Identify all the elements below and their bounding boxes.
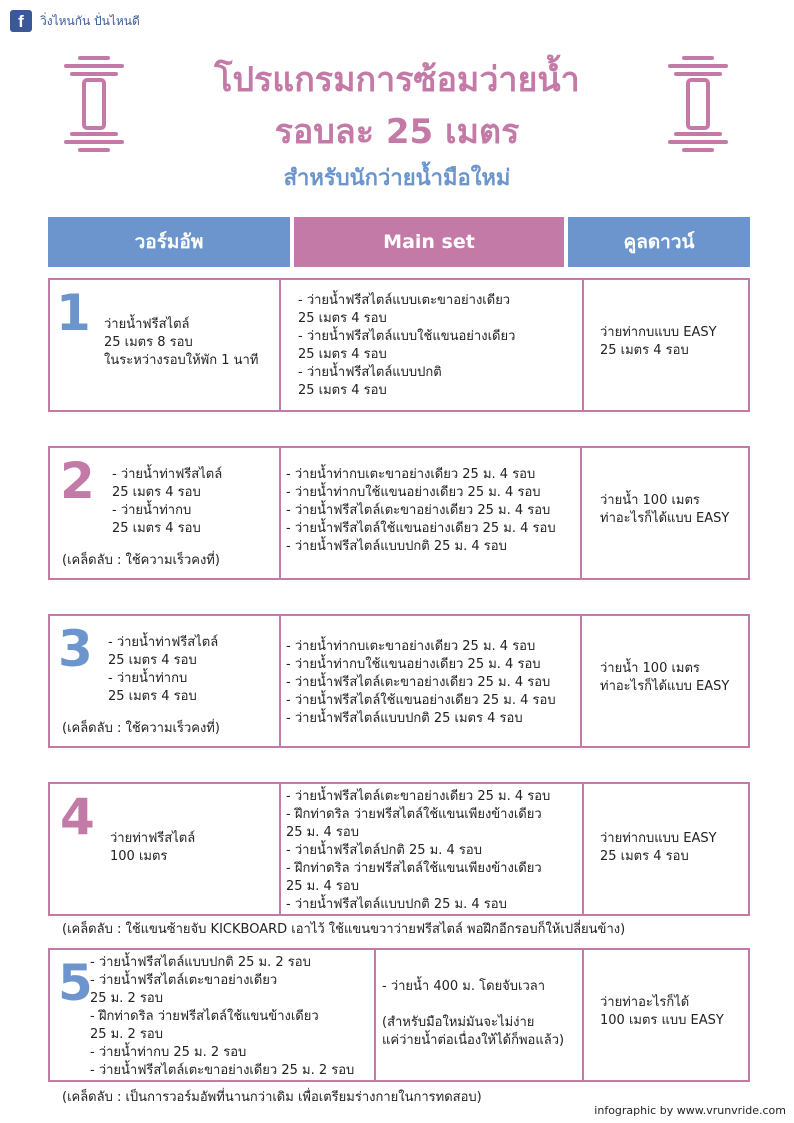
page-subtitle: สำหรับนักว่ายน้ำมือใหม่ — [283, 166, 511, 191]
column-divider — [279, 446, 281, 580]
column-divider — [580, 446, 582, 580]
facebook-icon[interactable]: f — [10, 10, 32, 32]
session-5-main: - ว่ายน้ำ 400 ม. โดยจับเวลา (สำหรับมือใหม่มันจะไม่ง่าย แค่ว่ายน้ำต่อเนื่องให้ได้ก็พอแล้ว) — [382, 979, 565, 1048]
session-number-5: 5 — [58, 954, 93, 1012]
session-2-main: - ว่ายน้ำท่ากบเตะขาอย่างเดียว 25 ม. 4 รอบ - ว่ายน้ำท่ากบใช้แขนอย่างเดียว 25 ม. 4 รอบ - ว่ายน้ำฟรีสไตล์เตะขาอย่างเดียว 25 ม. 4 รอบ - ว่ายน้ำฟรีสไตล์ใช้แขนอย่างเดียว 25 ม. 4 รอบ - ว่ายน้ำฟรีสไตล์แบบปกติ 25 ม. 4 รอบ — [286, 467, 556, 554]
session-3-main: - ว่ายน้ำท่ากบเตะขาอย่างเดียว 25 ม. 4 รอบ - ว่ายน้ำท่ากบใช้แขนอย่างเดียว 25 ม. 4 รอบ - ว่ายน้ำฟรีสไตล์เตะขาอย่างเดียว 25 ม. 4 รอบ - ว่ายน้ำฟรีสไตล์ใช้แขนอย่างเดียว 25 ม. 4 รอบ - ว่ายน้ำฟรีสไตล์แบบปกติ 25 เมตร 4 รอบ — [286, 639, 556, 726]
column-divider — [279, 614, 281, 748]
column-divider — [582, 278, 584, 412]
session-5-warmup: - ว่ายน้ำฟรีสไตล์แบบปกติ 25 ม. 2 รอบ - ว่ายน้ำฟรีสไตล์เตะขาอย่างเดียว 25 ม. 2 รอบ - ฝึกท่าดริล ว่ายฟรีสไตล์ใช้แขนข้างเดียว 25 ม. 2 รอบ - ว่ายน้ำท่ากบ 25 ม. 2 รอบ - ว่ายน้ำฟรีสไตล์เตะขาอย่างเดียว 25 ม. 2 รอบ — [90, 955, 355, 1078]
session-5-tip: (เคล็ดลับ : เป็นการวอร์มอัพที่นานกว่าเดิม เพื่อเตรียมร่างกายในการทดสอบ) — [62, 1090, 482, 1105]
session-number-4: 4 — [60, 788, 95, 846]
page-name[interactable]: วิ่งไหนกัน ปั่นไหนดี — [40, 14, 140, 28]
header-main-set: Main set — [294, 217, 564, 267]
column-divider — [582, 782, 584, 916]
session-number-2: 2 — [60, 452, 95, 510]
column-divider — [279, 278, 281, 412]
session-2-warmup-tip: (เคล็ดลับ : ใช้ความเร็วคงที่) — [62, 553, 220, 568]
column-divider — [374, 948, 376, 1082]
session-number-3: 3 — [58, 620, 93, 678]
session-3-warmup-tip: (เคล็ดลับ : ใช้ความเร็วคงที่) — [62, 721, 220, 736]
column-divider — [279, 782, 281, 916]
session-4-warmup: ว่ายท่าฟรีสไตล์ 100 เมตร — [110, 831, 196, 864]
session-3-cooldown: ว่ายน้ำ 100 เมตร ท่าอะไรก็ได้แบบ EASY — [600, 661, 730, 694]
session-4-main: - ว่ายน้ำฟรีสไตล์เตะขาอย่างเดียว 25 ม. 4 รอบ - ฝึกท่าดริล ว่ายฟรีสไตล์ใช้แขนเพียงข้างเดียว 25 ม. 4 รอบ - ว่ายน้ำฟรีสไตล์ปกติ 25 ม. 4 รอบ - ฝึกท่าดริล ว่ายฟรีสไตล์ใช้แขนเพียงข้างเดียว 25 ม. 4 รอบ - ว่ายน้ำฟรีสไตล์แบบปกติ 25 ม. 4 รอบ — [286, 789, 551, 912]
header-warmup: วอร์มอัพ — [48, 217, 290, 267]
column-divider — [582, 948, 584, 1082]
session-number-1: 1 — [56, 284, 91, 342]
column-divider — [580, 614, 582, 748]
header-cooldown: คูลดาวน์ — [568, 217, 750, 267]
credit-link[interactable]: infographic by www.vrunvride.com — [594, 1104, 786, 1117]
session-4-tip: (เคล็ดลับ : ใช้แขนซ้ายจับ KICKBOARD เอาไว้ ใช้แขนขวาว่ายฟรีสไตล์ พอฝึกอีกรอบก็ให้เปลี่ยนข้าง) — [62, 922, 626, 937]
session-2-warmup: - ว่ายน้ำท่าฟรีสไตล์ 25 เมตร 4 รอบ - ว่ายน้ำท่ากบ 25 เมตร 4 รอบ — [112, 467, 223, 536]
session-2-cooldown: ว่ายน้ำ 100 เมตร ท่าอะไรก็ได้แบบ EASY — [600, 493, 730, 526]
session-4-cooldown: ว่ายท่ากบแบบ EASY 25 เมตร 4 รอบ — [600, 831, 717, 864]
session-5-cooldown: ว่ายท่าอะไรก็ได้ 100 เมตร แบบ EASY — [600, 995, 724, 1028]
session-1-warmup: ว่ายน้ำฟรีสไตล์ 25 เมตร 8 รอบ ในระหว่างรอบให้พัก 1 นาที — [104, 317, 259, 368]
page-title-line2: รอบละ 25 เมตร — [274, 112, 520, 152]
page-title-line1: โปรแกรมการซ้อมว่ายน้ำ — [214, 60, 580, 100]
session-3-warmup: - ว่ายน้ำท่าฟรีสไตล์ 25 เมตร 4 รอบ - ว่ายน้ำท่ากบ 25 เมตร 4 รอบ — [108, 635, 219, 704]
session-1-cooldown: ว่ายท่ากบแบบ EASY 25 เมตร 4 รอบ — [600, 325, 717, 358]
session-1-main: - ว่ายน้ำฟรีสไตล์แบบเตะขาอย่างเดียว 25 เมตร 4 รอบ - ว่ายน้ำฟรีสไตล์แบบใช้แขนอย่างเดียว 25 เมตร 4 รอบ - ว่ายน้ำฟรีสไตล์แบบปกติ 25 เมตร 4 รอบ — [298, 293, 516, 398]
